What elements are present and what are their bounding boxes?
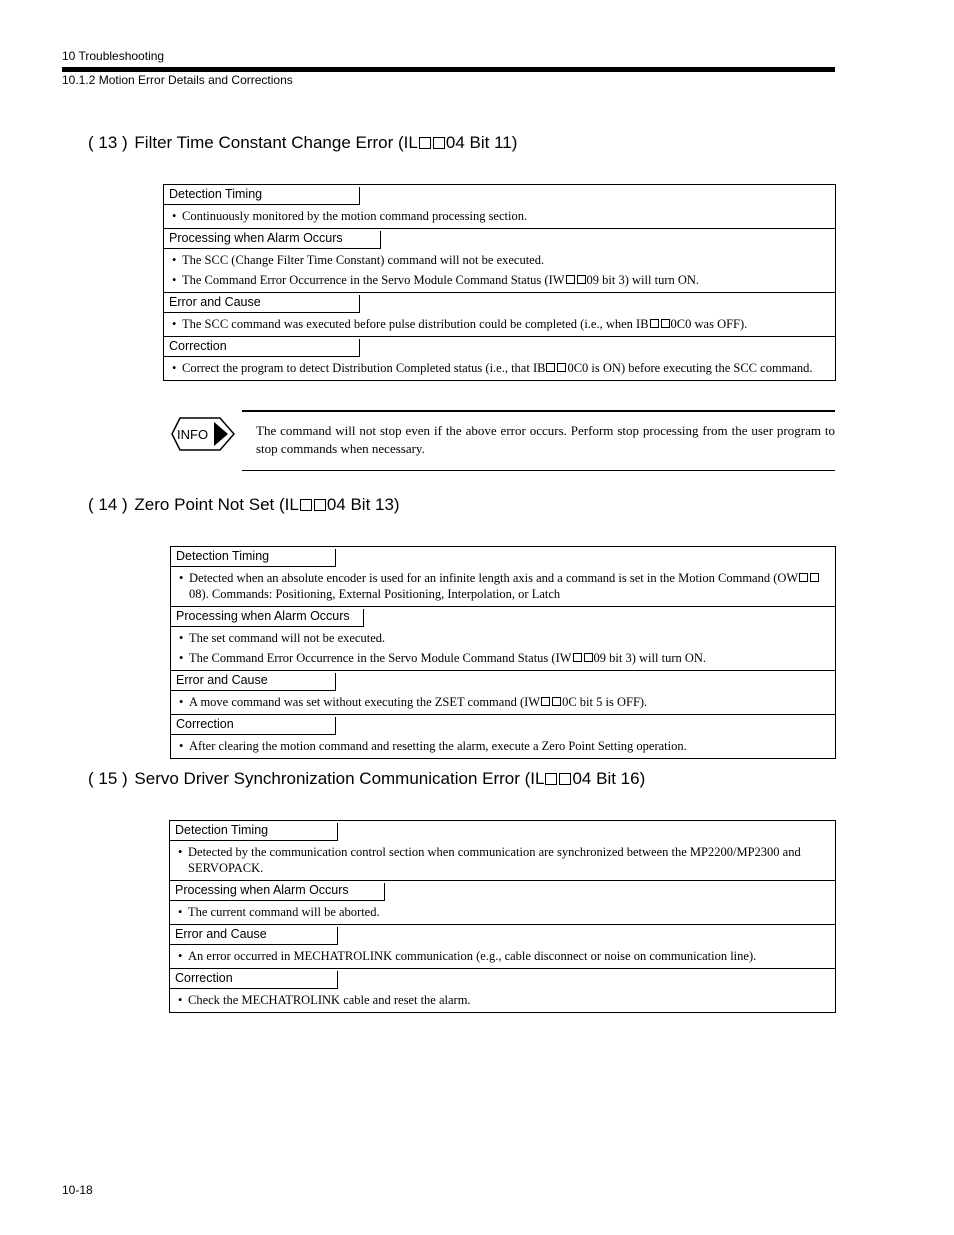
header-rule: [62, 67, 835, 72]
bullet-item: • Correct the program to detect Distribution Completed status (i.e., that IB 0C0 is ON) before executing the SCC command.: [172, 360, 831, 376]
section-number: ( 14 ): [88, 495, 128, 514]
section-title-prefix: Zero Point Not Set (IL: [134, 495, 299, 514]
bullet-item: • The SCC (Change Filter Time Constant) command will not be executed.: [172, 252, 831, 268]
placeholder-box-icon: [546, 363, 555, 372]
page-number: 10-18: [62, 1183, 93, 1197]
table-row: [170, 968, 835, 1012]
row-label: Detection Timing: [170, 823, 338, 841]
row-label: Processing when Alarm Occurs: [171, 609, 364, 627]
bullet-item: • After clearing the motion command and resetting the alarm, execute a Zero Point Setting operation.: [179, 738, 831, 754]
row-label: Error and Cause: [164, 295, 360, 313]
bullet-item: • Detected when an absolute encoder is used for an infinite length axis and a command is set in the Motion Command (OW08). Commands: Positioning, External Positioning, Interpolation, or Latch: [179, 570, 831, 602]
placeholder-box-icon: [810, 573, 819, 582]
bullet-item: • Detected by the communication control section when communication are synchronized between the MP2200/MP2300 and SERVOPACK.: [178, 844, 831, 876]
row-body: [170, 841, 835, 880]
section-title-14: [88, 495, 400, 515]
row-label: Detection Timing: [171, 549, 336, 567]
placeholder-box-icon: [552, 697, 561, 706]
placeholder-box-icon: [433, 137, 445, 149]
info-note-text: The command will not stop even if the above error occurs. Perform stop processing from the user program to stop commands when necessary.: [256, 423, 835, 456]
row-body: [164, 357, 835, 380]
error-table-15: [169, 820, 836, 1013]
error-table-14: [170, 546, 836, 759]
error-table-13: [163, 184, 836, 381]
bullet-item: • The current command will be aborted.: [178, 904, 831, 920]
placeholder-box-icon: [541, 697, 550, 706]
placeholder-box-icon: [661, 319, 670, 328]
table-row: [171, 670, 835, 714]
row-label: Processing when Alarm Occurs: [170, 883, 385, 901]
section-title-prefix: Filter Time Constant Change Error (IL: [134, 133, 418, 152]
table-row: [170, 880, 835, 924]
placeholder-box-icon: [577, 275, 586, 284]
placeholder-box-icon: [557, 363, 566, 372]
row-body: [164, 249, 835, 292]
row-body: [171, 627, 835, 670]
row-label: Correction: [164, 339, 360, 357]
section-title-suffix: 04 Bit 11): [445, 133, 518, 152]
info-rule-top: [242, 410, 835, 412]
table-row: [164, 336, 835, 380]
row-body: [170, 945, 835, 968]
section-title-suffix: 04 Bit 13): [326, 495, 400, 514]
placeholder-box-icon: [573, 653, 582, 662]
info-rule-bottom: [242, 470, 835, 471]
placeholder-box-icon: [566, 275, 575, 284]
row-label: Processing when Alarm Occurs: [164, 231, 381, 249]
row-body: [170, 901, 835, 924]
bullet-item: • The Command Error Occurrence in the Servo Module Command Status (IW 09 bit 3) will turn ON.: [179, 650, 831, 666]
placeholder-box-icon: [650, 319, 659, 328]
running-header-chapter: 10 Troubleshooting: [62, 49, 165, 63]
section-title-15: [88, 769, 645, 789]
section-title-13: [88, 133, 517, 153]
row-body: [171, 567, 835, 606]
placeholder-box-icon: [799, 573, 808, 582]
table-row: [164, 292, 835, 336]
placeholder-box-icon: [300, 499, 312, 511]
row-body: [164, 313, 835, 336]
row-label: Detection Timing: [164, 187, 360, 205]
placeholder-box-icon: [545, 773, 557, 785]
row-body: [171, 691, 835, 714]
row-body: [170, 989, 835, 1012]
section-title-suffix: 04 Bit 16): [572, 769, 646, 788]
bullet-item: • Check the MECHATROLINK cable and reset the alarm.: [178, 992, 831, 1008]
info-icon-label: INFO: [177, 427, 209, 442]
table-row: [170, 821, 835, 880]
bullet-item: • An error occurred in MECHATROLINK communication (e.g., cable disconnect or noise on communication line).: [178, 948, 831, 964]
row-label: Correction: [170, 971, 338, 989]
bullet-item: • A move command was set without executing the ZSET command (IW 0C bit 5 is OFF).: [179, 694, 831, 710]
running-header-section: 10.1.2 Motion Error Details and Corrections: [62, 73, 293, 87]
row-body: [171, 735, 835, 758]
placeholder-box-icon: [559, 773, 571, 785]
placeholder-box-icon: [584, 653, 593, 662]
table-row: [164, 185, 835, 228]
bullet-item: • Continuously monitored by the motion command processing section.: [172, 208, 831, 224]
bullet-item: • The Command Error Occurrence in the Servo Module Command Status (IW 09 bit 3) will turn ON.: [172, 272, 831, 288]
table-row: [164, 228, 835, 292]
table-row: [170, 924, 835, 968]
placeholder-box-icon: [314, 499, 326, 511]
bullet-item: • The set command will not be executed.: [179, 630, 831, 646]
table-row: [171, 547, 835, 606]
section-title-prefix: Servo Driver Synchronization Communication Error (IL: [134, 769, 545, 788]
table-row: [171, 714, 835, 758]
row-label: Correction: [171, 717, 336, 735]
info-icon: [170, 416, 236, 452]
row-body: [164, 205, 835, 228]
table-row: [171, 606, 835, 670]
section-number: ( 13 ): [88, 133, 128, 152]
row-label: Error and Cause: [170, 927, 338, 945]
row-label: Error and Cause: [171, 673, 336, 691]
section-number: ( 15 ): [88, 769, 128, 788]
bullet-item: • The SCC command was executed before pulse distribution could be completed (i.e., when IB 0C0 was OFF).: [172, 316, 831, 332]
placeholder-box-icon: [419, 137, 431, 149]
